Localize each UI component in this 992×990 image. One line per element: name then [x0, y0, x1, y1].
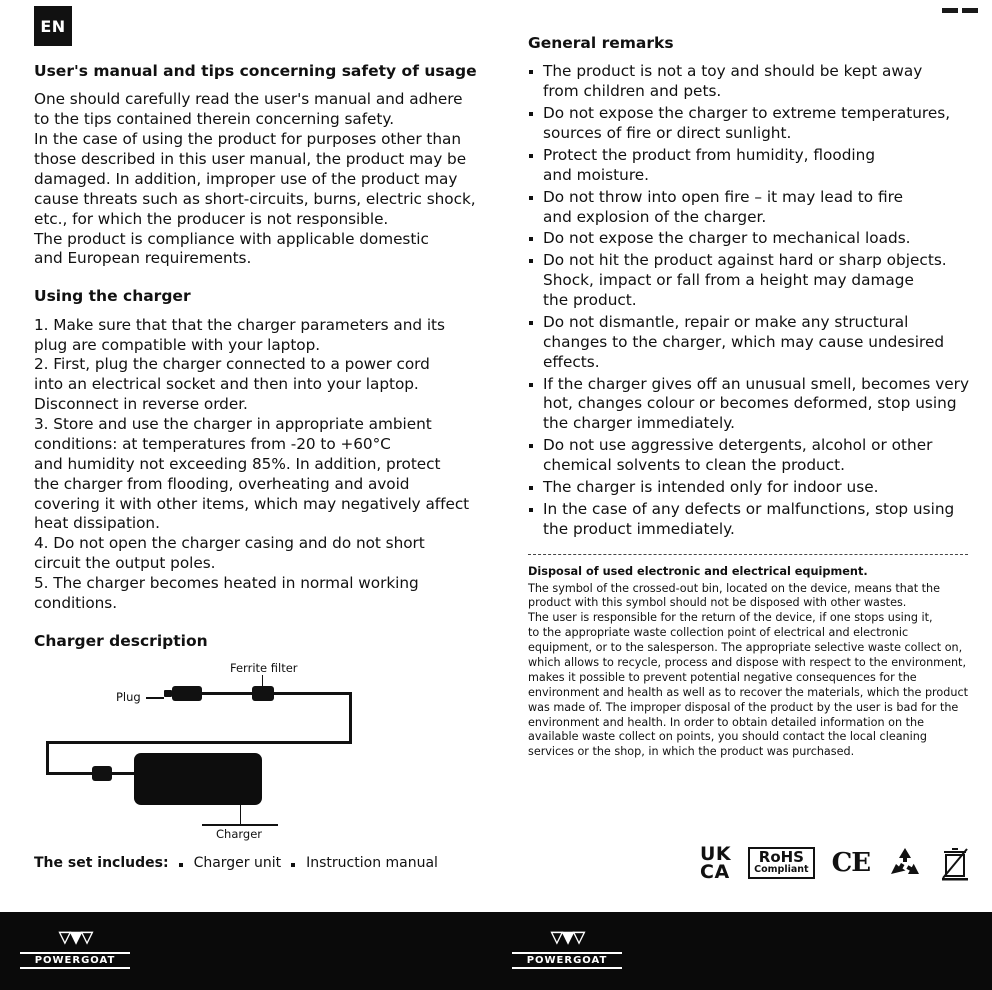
brand-name: POWERGOAT — [20, 952, 130, 969]
diagram-cable-segment-4 — [46, 741, 352, 744]
footer-band — [0, 912, 992, 990]
crossed-out-bin-icon — [940, 845, 970, 881]
diagram-cable-segment-2 — [274, 692, 352, 695]
registration-mark — [962, 8, 978, 13]
diagram-plug-tip — [164, 690, 172, 697]
diagram-ferrite-filter — [252, 686, 274, 701]
set-includes-title: The set includes: — [34, 855, 169, 871]
list-item: The product is not a toy and should be kept away from children and pets. — [528, 62, 968, 102]
bullet-square-icon — [179, 863, 183, 867]
diagram-plug-body — [172, 686, 202, 701]
brand-logo — [512, 924, 622, 978]
left-column — [34, 62, 484, 851]
charger-diagram — [34, 661, 484, 851]
section-title-users-manual: User's manual and tips concerning safety of usage — [34, 62, 477, 80]
brand-name: POWERGOAT — [512, 952, 622, 969]
diagram-underline-charger — [202, 824, 278, 826]
language-badge: EN — [34, 6, 72, 46]
set-includes — [34, 855, 438, 871]
diagram-charger-brick — [134, 753, 262, 805]
section-title-general-remarks: General remarks — [528, 34, 674, 52]
ukca-mark: UK CA — [700, 843, 732, 884]
list-item: In the case of any defects or malfunctions, stop using the product immediately. — [528, 500, 968, 540]
diagram-label-ferrite-filter: Ferrite filter — [230, 661, 298, 676]
rohs-mark: RoHS Compliant — [748, 847, 814, 879]
diagram-leader-charger — [240, 805, 241, 825]
section-title-charger-description: Charger description — [34, 631, 208, 650]
diagram-cable-segment-6 — [46, 772, 94, 775]
users-manual-text: One should carefully read the user's manual and adhere to the tips contained therein concerning safety. In the case of using the product for purposes other than those described in this user manual, the product may be damaged. In addition, improper use of the product may cause threats such as short-circuits, burns, electric shock, etc., for which the producer is not responsible. The product is compliance with applicable domestic and European requirements. — [34, 90, 476, 268]
compliance-marks — [700, 843, 970, 884]
disposal-text: The symbol of the crossed-out bin, located on the device, means that the product with this symbol should not be disposed with other wastes. The user is responsible for the return of the device, if one stops using it, to the appropriate waste collection point of electrical and electronic equipment, or to the salesperson. The appropriate selective waste collect on, which allows to recycle, process and dispose with respect to the environment, makes it possible to prevent potential negative consequences for the environment and health as well as to recover the materials, which the product was made of. The improper disposal of the product by the user is bad for the environment and health. In order to obtain detailed information on the available waste collect on points, you should contact the local cleaning services or the shop, in which the product was purchased. — [528, 581, 968, 759]
disposal-title: Disposal of used electronic and electrical equipment. — [528, 564, 868, 578]
brand-logo — [20, 924, 130, 978]
registration-mark — [942, 8, 958, 13]
list-item: Do not expose the charger to extreme temperatures, sources of fire or direct sunlight. — [528, 104, 968, 144]
diagram-cable-segment-5 — [46, 741, 49, 775]
divider — [528, 554, 968, 555]
diagram-dc-connector — [92, 766, 112, 781]
goat-head-icon: ▿▾▿ — [58, 922, 92, 952]
set-includes-item: Instruction manual — [306, 855, 438, 871]
list-item: Do not use aggressive detergents, alcohol or other chemical solvents to clean the product. — [528, 436, 968, 476]
diagram-label-plug: Plug — [116, 690, 141, 705]
diagram-cable-segment-1 — [202, 692, 252, 695]
list-item: The charger is intended only for indoor use. — [528, 478, 968, 498]
list-item: If the charger gives off an unusual smell, becomes very hot, changes colour or becomes deformed, stop using the charger immediately. — [528, 375, 968, 435]
list-item: Do not hit the product against hard or sharp objects. Shock, impact or fall from a height may damage the product. — [528, 251, 968, 311]
list-item: Do not dismantle, repair or make any structural changes to the charger, which may cause undesired effects. — [528, 313, 968, 373]
set-includes-item: Charger unit — [193, 855, 282, 871]
goat-head-icon: ▿▾▿ — [550, 922, 584, 952]
diagram-leader-plug — [146, 697, 164, 699]
top-registration-marks — [942, 8, 978, 13]
ce-mark: CE — [831, 848, 871, 879]
list-item: Do not throw into open fire – it may lead to fire and explosion of the charger. — [528, 188, 968, 228]
list-item: Protect the product from humidity, flooding and moisture. — [528, 146, 968, 186]
diagram-cable-segment-3 — [349, 692, 352, 744]
recycle-icon — [887, 846, 923, 880]
right-column — [528, 34, 968, 760]
diagram-label-charger: Charger — [216, 827, 262, 842]
bullet-square-icon — [291, 863, 295, 867]
section-title-using-the-charger: Using the charger — [34, 287, 191, 306]
list-item: Do not expose the charger to mechanical loads. — [528, 229, 968, 249]
general-remarks-list — [528, 62, 968, 539]
using-the-charger-text: 1. Make sure that that the charger parameters and its plug are compatible with your laptop. 2. First, plug the charger connected to a power cord into an electrical socket and then into your laptop. Disconnect in reverse order. 3. Store and use the charger in appropriate ambient conditions: at temperatures from -20 to +60°C and humidity not exceeding 85%. In addition, protect the charger from flooding, overheating and avoid covering it with other items, which may negatively affect heat dissipation. 4. Do not open the charger casing and do not short circuit the output poles. 5. The charger becomes heated in normal working conditions. — [34, 315, 470, 612]
